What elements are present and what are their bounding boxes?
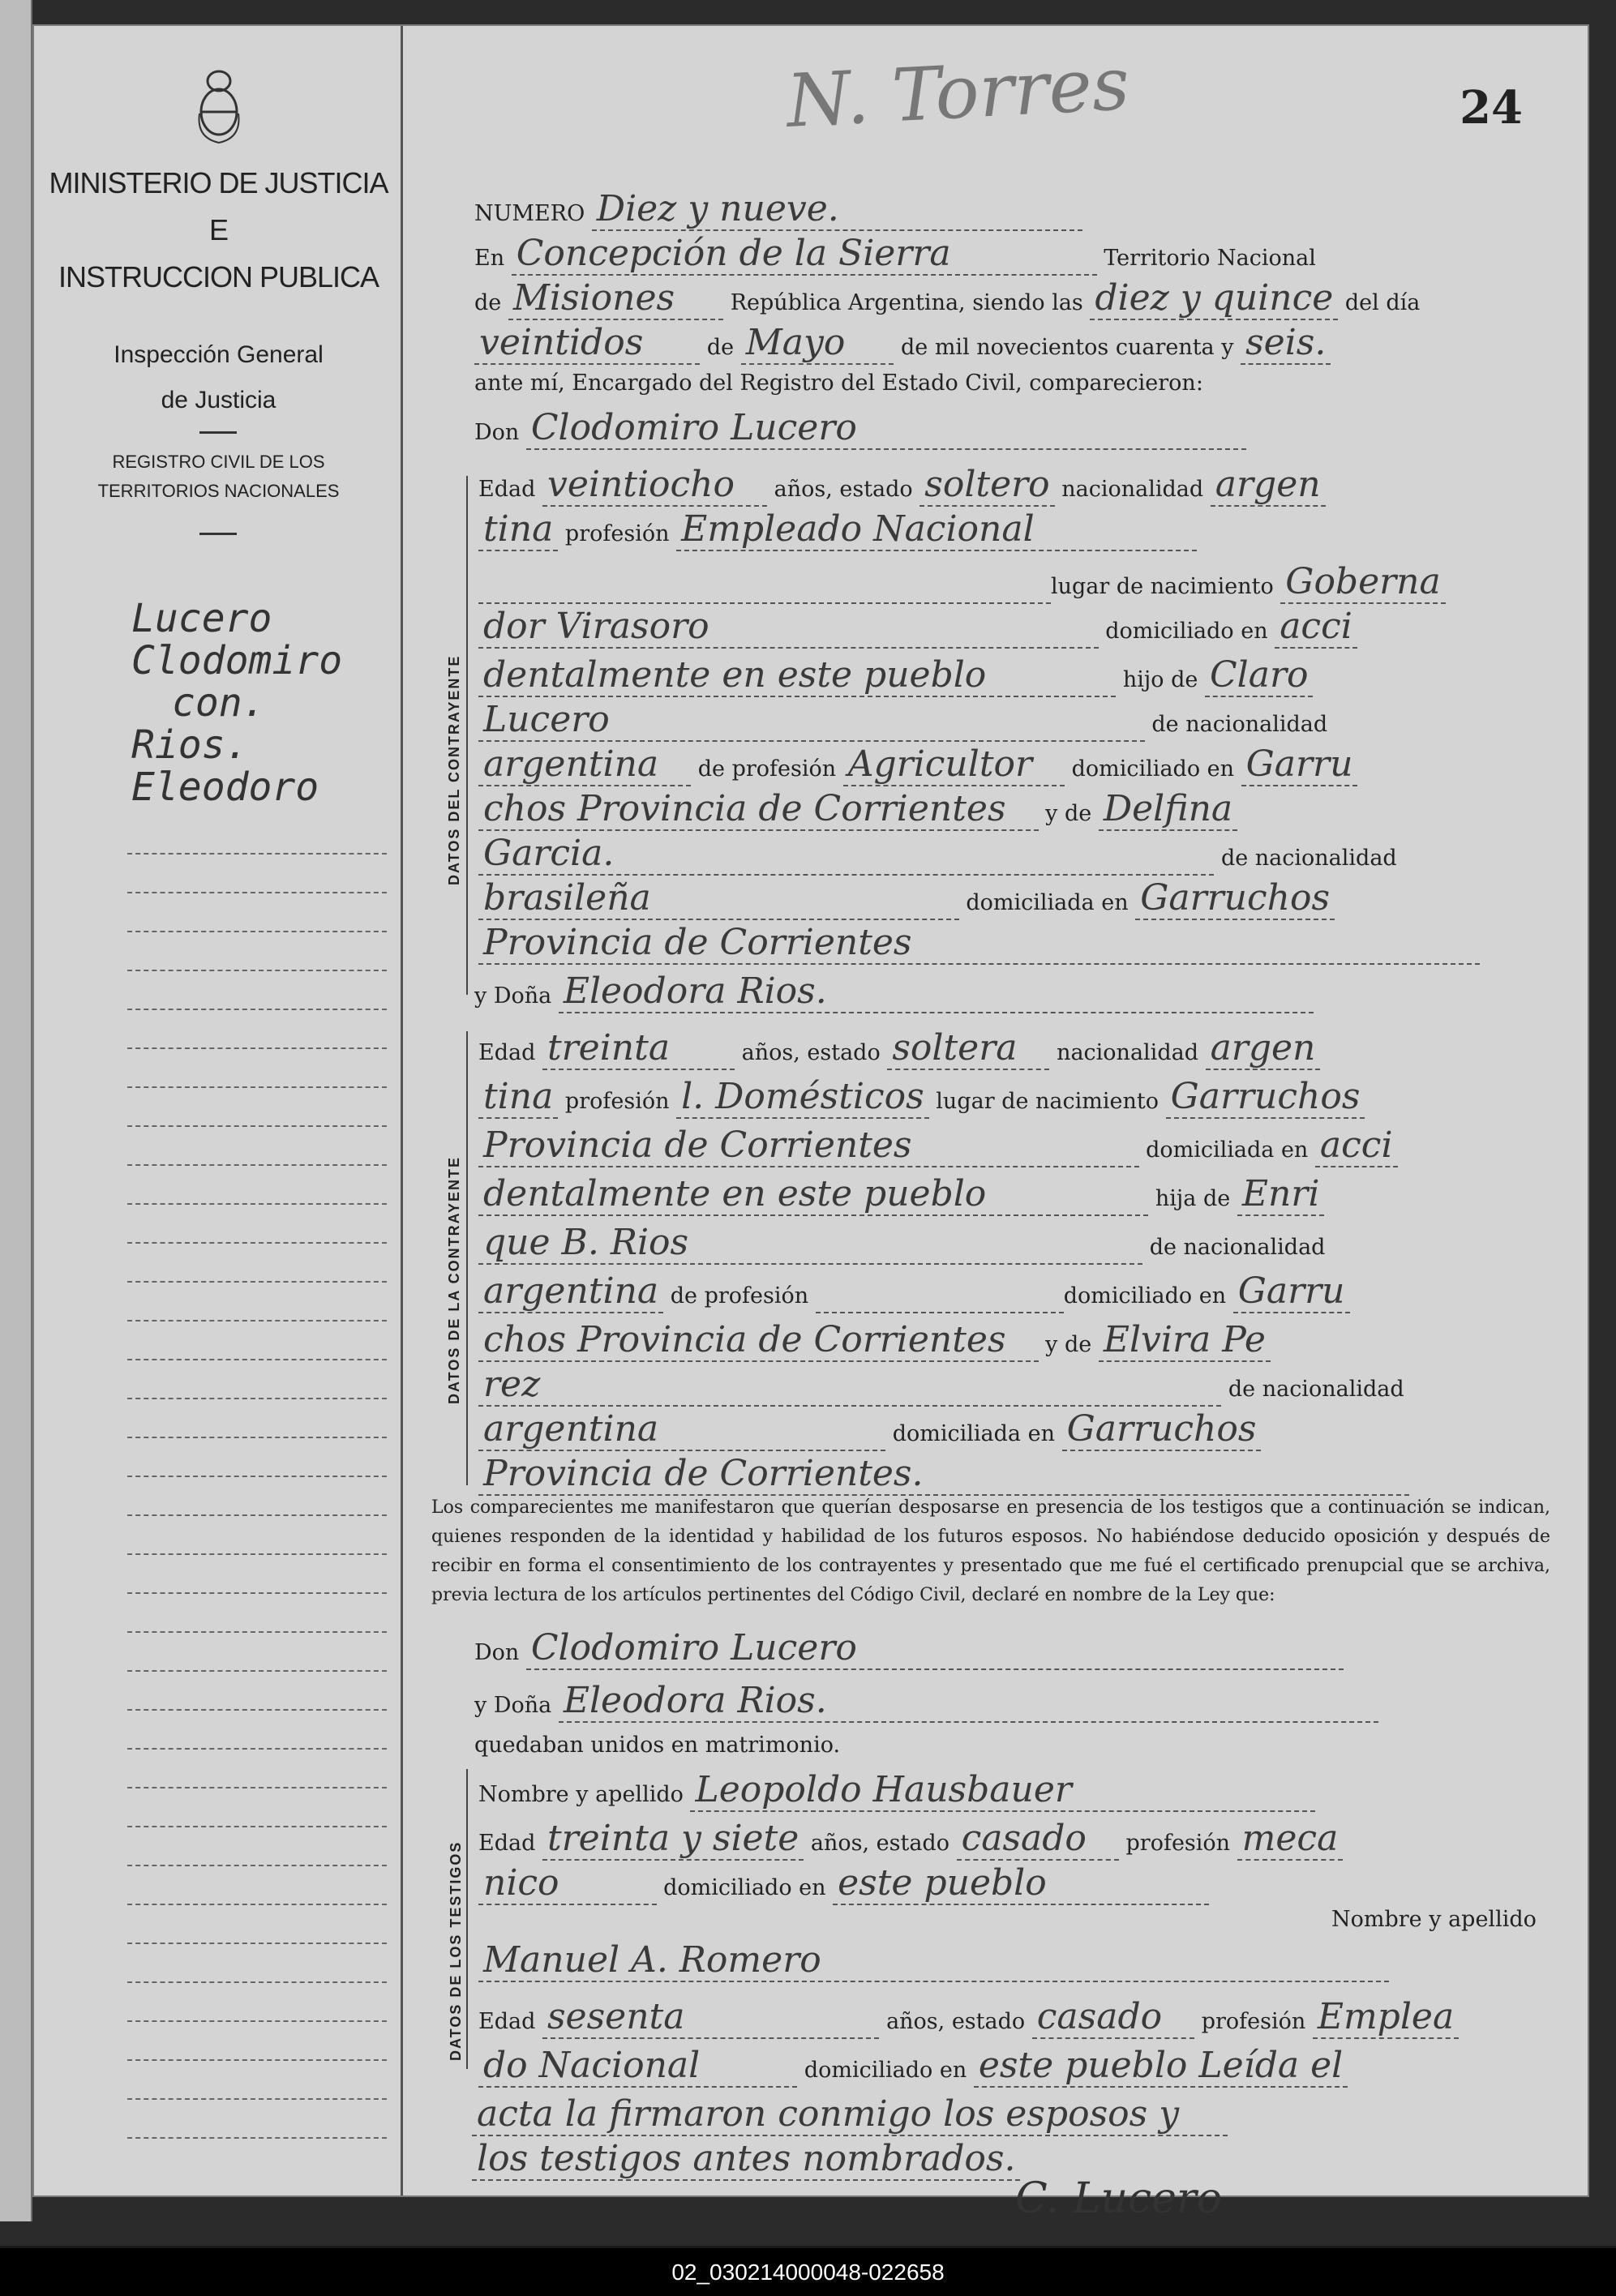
section-bracket <box>466 476 468 995</box>
handwritten-value: argentina <box>478 743 691 786</box>
bride-row-5 <box>478 1222 1325 1263</box>
witness-2-name-label: Nombre y apellido <box>1331 1907 1537 1932</box>
handwritten-value: argen <box>1206 1027 1321 1070</box>
label: y de <box>1045 801 1092 826</box>
handwritten-value: los testigos antes nombrados. <box>472 2138 1020 2181</box>
margin-note-line: con. <box>172 680 266 726</box>
handwritten-value: Garru <box>1241 743 1358 786</box>
margin-note-line: Clodomiro <box>131 638 343 683</box>
witness-1-row-2 <box>478 1818 1343 1859</box>
coat-of-arms-icon <box>193 65 245 146</box>
label: Nombre y apellido <box>478 1782 684 1807</box>
label: de mil novecientos cuarenta y <box>900 335 1234 360</box>
label: y Doña <box>474 983 552 1009</box>
label: lugar de nacimiento <box>1051 574 1274 599</box>
margin-ruled-line <box>127 1437 387 1438</box>
label: domiciliada en <box>1146 1137 1309 1163</box>
bride-row-10 <box>478 1453 1409 1494</box>
ministry-line-2: E <box>208 213 228 246</box>
handwritten-value <box>816 1270 1064 1313</box>
handwritten-value: soltero <box>919 464 1054 507</box>
declared-groom-row <box>474 1627 1344 1668</box>
margin-ruled-line <box>127 1320 387 1321</box>
closing-line-1 <box>472 2093 1228 2135</box>
handwritten-value: Garruchos <box>1166 1076 1365 1119</box>
handwritten-value: Manuel A. Romero <box>478 1939 1389 1982</box>
handwritten-value: Claro <box>1205 654 1314 697</box>
handwritten-value: treinta y siete <box>542 1818 804 1861</box>
groom-row-9 <box>478 833 1397 874</box>
groom-name-row <box>474 407 1246 448</box>
label: domiciliado en <box>1071 756 1235 782</box>
bride-row-1 <box>478 1027 1320 1069</box>
handwritten-value: Provincia de Corrientes. <box>478 1453 1409 1496</box>
label: de nacionalidad <box>1228 1377 1404 1402</box>
label: domiciliado en <box>804 2058 967 2083</box>
handwritten-value: argentina <box>478 1270 663 1313</box>
ministry-line-3: INSTRUCCION PUBLICA <box>58 260 379 293</box>
label: de nacionalidad <box>1151 712 1328 737</box>
margin-ruled-line <box>127 1398 387 1399</box>
declaration-paragraph: Los comparecientes me manifestaron que querían desposarse en presencia de los testigos que a continuación se indican, quienes responden de la identidad y habilidad de los futuros esposos. No habiéndose deducido oposición y después de recibir en forma el consentimiento de los contrayentes y presentado que me fué el certificado prenupcial que se archiva, previa lectura de los artículos pertinentes del Código Civil, declaré en nombre de la Ley que: <box>431 1497 1550 1605</box>
territory-row <box>474 277 1420 319</box>
quedaban-row: quedaban unidos en matrimonio. <box>474 1733 841 1758</box>
margin-ruled-line <box>127 1904 387 1905</box>
label: nacionalidad <box>1057 1040 1198 1065</box>
handwritten-value: soltera <box>887 1027 1049 1070</box>
groom-row-10 <box>478 877 1335 919</box>
place-row <box>474 233 1316 274</box>
handwritten-value: veintiocho <box>542 464 767 507</box>
label: de profesión <box>670 1283 809 1309</box>
handwritten-value: Provincia de Corrientes <box>478 1124 1139 1167</box>
label: de nacionalidad <box>1149 1235 1326 1260</box>
label: domiciliado en <box>663 1875 826 1900</box>
handwritten-value: Clodomiro Lucero <box>526 407 1246 450</box>
margin-ruled-line <box>127 1242 387 1244</box>
witnesses-section-label: DATOS DE LOS TESTIGOS <box>448 1840 464 2061</box>
label: domiciliado en <box>1063 1283 1227 1309</box>
margin-note-line: Eleodoro <box>131 765 319 810</box>
margin-ruled-line <box>127 970 387 971</box>
margin-ruled-line <box>127 1943 387 1944</box>
margin-ruled-line <box>127 1203 387 1205</box>
label: lugar de nacimiento <box>936 1089 1159 1114</box>
margin-ruled-line <box>127 2020 387 2022</box>
label: de profesión <box>697 756 837 782</box>
handwritten-value: acta la firmaron conmigo los esposos y <box>472 2093 1228 2136</box>
handwritten-value: argentina <box>478 1408 885 1451</box>
label: Edad <box>478 1040 536 1065</box>
groom-row-1 <box>478 464 1326 505</box>
groom-row-11 <box>478 922 1480 963</box>
handwritten-value: do Nacional <box>478 2045 797 2088</box>
margin-ruled-line <box>127 1592 387 1594</box>
handwritten-value: acci <box>1275 606 1357 649</box>
image-caption: 02_030214000048-022658 <box>0 2248 1616 2296</box>
witness-2-row-3 <box>478 2045 1348 2086</box>
label: NUMERO <box>474 201 585 226</box>
margin-ruled-line <box>127 2098 387 2100</box>
handwritten-value: Leopoldo Hausbauer <box>690 1769 1314 1812</box>
handwritten-value: Agricultor <box>843 743 1065 786</box>
bride-name-row <box>474 970 1314 1012</box>
handwritten-value: brasileña <box>478 877 959 920</box>
handwritten-value: Garru <box>1233 1270 1350 1313</box>
label: profesión <box>1201 2009 1306 2034</box>
label: nacionalidad <box>1061 477 1204 502</box>
handwritten-value: diez y quince <box>1090 277 1338 320</box>
handwritten-value: veintidos <box>474 322 700 365</box>
margin-column <box>34 26 403 2195</box>
handwritten-value: Garruchos <box>1062 1408 1262 1451</box>
handwritten-value: Empleado Nacional <box>676 508 1197 551</box>
label: años, estado <box>741 1040 881 1065</box>
groom-section-label: DATOS DEL CONTRAYENTE <box>446 654 462 885</box>
label: Don <box>474 420 520 445</box>
label: hija de <box>1155 1186 1231 1211</box>
handwritten-value: chos Provincia de Corrientes <box>478 788 1039 831</box>
handwritten-value: Enri <box>1237 1173 1325 1216</box>
groom-row-4 <box>478 606 1357 647</box>
page-number: 24 <box>1460 81 1523 135</box>
margin-ruled-line <box>127 1281 387 1283</box>
margin-ruled-line <box>127 1047 387 1049</box>
bride-row-8 <box>478 1364 1404 1405</box>
facing-page-edge <box>0 0 32 2221</box>
label: Edad <box>478 2009 536 2034</box>
handwritten-value: casado <box>1032 1996 1194 2039</box>
handwritten-value: meca <box>1237 1818 1344 1861</box>
margin-ruled-line <box>127 1670 387 1672</box>
groom-row-7 <box>478 743 1357 785</box>
witness-2-name-row <box>478 1939 1389 1981</box>
closing-line-2 <box>472 2138 1020 2179</box>
margin-ruled-line <box>127 1086 387 1088</box>
handwritten-value: Elvira Pe <box>1099 1319 1271 1362</box>
margin-ruled-line <box>127 1787 387 1788</box>
groom-row-3 <box>478 561 1446 602</box>
ministry-heading <box>34 160 403 301</box>
date-row <box>474 322 1331 363</box>
margin-ruled-line <box>127 1514 387 1516</box>
handwritten-value: Eleodora Rios. <box>559 970 1314 1013</box>
handwritten-value: seis. <box>1241 322 1331 365</box>
registry-heading <box>34 448 403 506</box>
inspection-heading <box>34 332 403 423</box>
registry-line-2: TERRITORIOS NACIONALES <box>97 481 340 501</box>
inspection-line-2: de Justicia <box>161 387 276 413</box>
handwritten-value: nico <box>478 1862 657 1905</box>
label: del día <box>1344 290 1421 315</box>
label: domiciliada en <box>892 1421 1055 1446</box>
bride-section-label: DATOS DE LA CONTRAYENTE <box>446 1155 462 1404</box>
handwritten-value <box>478 561 1051 604</box>
ministry-line-1: MINISTERIO DE JUSTICIA <box>49 166 388 199</box>
label: Territorio Nacional <box>1104 246 1316 271</box>
margin-ruled-line <box>127 1476 387 1477</box>
registry-line-1: REGISTRO CIVIL DE LOS <box>112 452 325 472</box>
groom-row-8 <box>478 788 1237 829</box>
label: de nacionalidad <box>1220 846 1397 871</box>
label: República Argentina, siendo las <box>730 290 1083 315</box>
handwritten-value: Garruchos <box>1135 877 1335 920</box>
handwritten-value: tina <box>478 1076 558 1119</box>
label: años, estado <box>774 477 913 502</box>
label: Don <box>474 1640 520 1665</box>
handwritten-value: Diez y nueve. <box>592 188 1082 231</box>
margin-ruled-line <box>127 1631 387 1633</box>
handwritten-value: Mayo <box>741 322 894 365</box>
handwritten-value: Eleodora Rios. <box>559 1680 1378 1723</box>
handwritten-value: Misiones <box>508 277 723 320</box>
margin-ruled-line <box>127 2059 387 2061</box>
declared-bride-row <box>474 1680 1378 1721</box>
handwritten-value: Emplea <box>1313 1996 1459 2039</box>
handwritten-value: dentalmente en este pueblo <box>478 654 1116 697</box>
witness-1-row-3 <box>478 1862 1209 1904</box>
margin-ruled-line <box>127 931 387 932</box>
label: hijo de <box>1122 667 1198 692</box>
handwritten-value: Delfina <box>1099 788 1237 831</box>
section-bracket <box>466 1769 468 2069</box>
handwritten-value: Goberna <box>1280 561 1445 604</box>
margin-note <box>131 598 415 808</box>
section-bracket <box>466 1031 468 1485</box>
divider <box>199 431 237 434</box>
label: de <box>474 290 502 315</box>
handwritten-value: casado <box>957 1818 1119 1861</box>
margin-ruled-line <box>127 1709 387 1711</box>
label: domiciliada en <box>966 890 1129 915</box>
handwritten-value: dentalmente en este pueblo <box>478 1173 1148 1216</box>
groom-row-2 <box>478 508 1197 550</box>
handwritten-value: l. Domésticos <box>676 1076 929 1119</box>
handwritten-value: Garcia. <box>478 833 1214 876</box>
ante-mi-row: ante mí, Encargado del Registro del Estado Civil, comparecieron: <box>474 371 1203 396</box>
handwritten-value: sesenta <box>542 1996 880 2039</box>
label: y Doña <box>474 1693 552 1718</box>
margin-ruled-line <box>127 1553 387 1555</box>
label: años, estado <box>810 1831 949 1856</box>
handwritten-value: que B. Rios <box>478 1222 1142 1265</box>
bride-row-7 <box>478 1319 1271 1360</box>
handwritten-value: Concepción de la Sierra <box>512 233 1097 276</box>
handwritten-value: Clodomiro Lucero <box>526 1627 1344 1670</box>
margin-note-line: Rios. <box>131 722 249 768</box>
label: En <box>474 246 505 271</box>
label: profesión <box>564 1089 670 1114</box>
handwritten-value: argen <box>1211 464 1326 507</box>
margin-ruled-line <box>127 2137 387 2139</box>
margin-ruled-line <box>127 1826 387 1827</box>
label: profesión <box>1125 1831 1231 1856</box>
margin-ruled-line <box>127 1981 387 1983</box>
margin-ruled-line <box>127 1865 387 1866</box>
label: Edad <box>478 1831 536 1856</box>
margin-ruled-line <box>127 1748 387 1750</box>
label: Edad <box>478 477 536 502</box>
handwritten-value: rez <box>478 1364 1221 1407</box>
label: y de <box>1045 1332 1092 1357</box>
divider <box>199 533 237 535</box>
label: años, estado <box>886 2009 1026 2034</box>
margin-ruled-line <box>127 892 387 893</box>
margin-ruled-line <box>127 1125 387 1127</box>
numero-row <box>474 188 1082 229</box>
bride-row-3 <box>478 1124 1398 1166</box>
label: de <box>706 335 735 360</box>
register-page <box>32 24 1589 2223</box>
margin-ruled-line <box>127 853 387 855</box>
header-scrawl: N. Torres <box>784 41 1132 144</box>
margin-ruled-line <box>127 1009 387 1010</box>
witness-1-name-row <box>478 1769 1315 1810</box>
inspection-line-1: Inspección General <box>114 341 324 368</box>
handwritten-value: chos Provincia de Corrientes <box>478 1319 1039 1362</box>
handwritten-value: Lucero <box>478 699 1145 742</box>
bride-row-9 <box>478 1408 1261 1450</box>
signature: C. Lucero <box>1015 2174 1223 2223</box>
handwritten-value: Provincia de Corrientes <box>478 922 1480 965</box>
groom-row-6 <box>478 699 1327 740</box>
handwritten-value: treinta <box>542 1027 735 1070</box>
handwritten-value: este pueblo <box>833 1862 1209 1905</box>
bride-row-2 <box>478 1076 1365 1117</box>
margin-ruled-line <box>127 1359 387 1360</box>
handwritten-value: dor Virasoro <box>478 606 1099 649</box>
witness-2-row-2 <box>478 1996 1459 2037</box>
margin-note-line: Lucero <box>131 596 272 641</box>
bride-row-4 <box>478 1173 1324 1214</box>
label: domiciliado en <box>1105 619 1268 644</box>
label: profesión <box>564 521 670 546</box>
groom-row-5 <box>478 654 1313 696</box>
handwritten-value: este pueblo Leída el <box>974 2045 1348 2088</box>
bride-row-6 <box>478 1270 1350 1312</box>
handwritten-value: acci <box>1315 1124 1398 1167</box>
handwritten-value: tina <box>478 508 558 551</box>
margin-ruled-line <box>127 1164 387 1166</box>
